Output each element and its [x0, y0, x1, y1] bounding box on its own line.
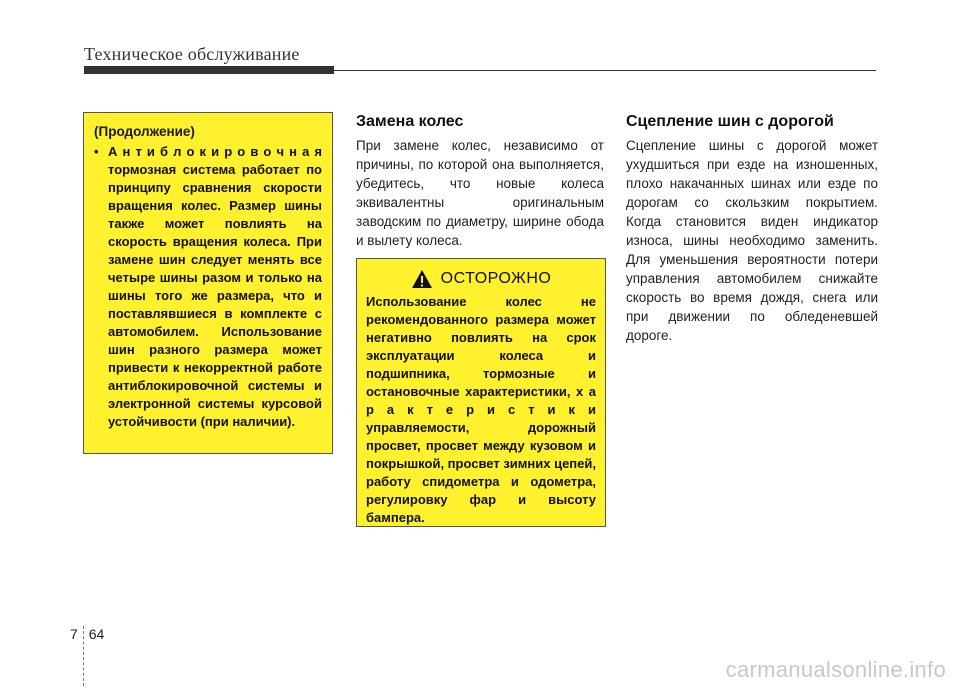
watermark: carmanualsonline.info — [725, 657, 946, 682]
tire-traction-title: Сцепление шин с дорогой — [626, 113, 834, 130]
warning-title: ОСТОРОЖНО — [440, 270, 552, 287]
header-rule-thick — [84, 66, 334, 74]
tire-traction-text: Сцепление шины с дорогой может ухудшиться при езде на изношенных, плохо накачанных шинах или езде по дорогам со скользким покрытием. Когда становится виден индикатор износа, шины необходимо заменить. Для уменьшения вероятности потери управления автомобилем снижайте скорость во время дождя, снега или при движении по обледеневшей дороге. — [626, 138, 878, 343]
warning-header — [366, 269, 596, 289]
bullet-item — [94, 143, 322, 431]
abs-tire-text: А н т и б л о к и р о в о ч н а я тормозная система работает по принципу сравнения скорости вращения колес. Размер шины также может повлиять на скорость вращения колеса. При замене шин следует менять все четыре шины разом и только на шины того же размера, что и поставлявшиеся в комплекте с автомобилем. Использование шин разного размера может привести к некорректной работе антиблокировочной системы и электронной системы курсовой устойчивости (при наличии). — [108, 144, 322, 429]
header-rule-thin — [334, 70, 876, 71]
warning-text: Использование колес не рекомендованного размера может негативно повлиять на срок эксплуатации колеса и подшипника, тормозные и остановочные характеристики, х а р а к т е р и с т и к и управляемости, дорожный просвет, просвет между кузовом и покрышкой, просвет зимних цепей, работу спидометра и одометра, регулировку фар и высоту бампера. — [366, 294, 596, 525]
wheel-replacement-text: При замене колес, независимо от причины, по которой она выполняется, убедитесь, что новые колеса эквивалентны оригинальным заводским по диаметру, ширине обода и вылету колеса. — [356, 138, 604, 248]
chapter-number: 7 — [70, 626, 78, 642]
continued-heading: (Продолжение) — [94, 124, 195, 139]
page-number — [70, 626, 104, 642]
page-number-value: 64 — [88, 626, 105, 642]
footer-dotted-line — [83, 626, 84, 686]
warning-triangle-icon — [411, 269, 433, 289]
page-header-title: Техническое обслуживание — [84, 44, 300, 64]
bullet-mark: • — [94, 144, 99, 159]
warning-box — [356, 258, 606, 527]
wheel-replacement-title: Замена колес — [356, 113, 464, 130]
continued-info-box — [83, 112, 333, 454]
